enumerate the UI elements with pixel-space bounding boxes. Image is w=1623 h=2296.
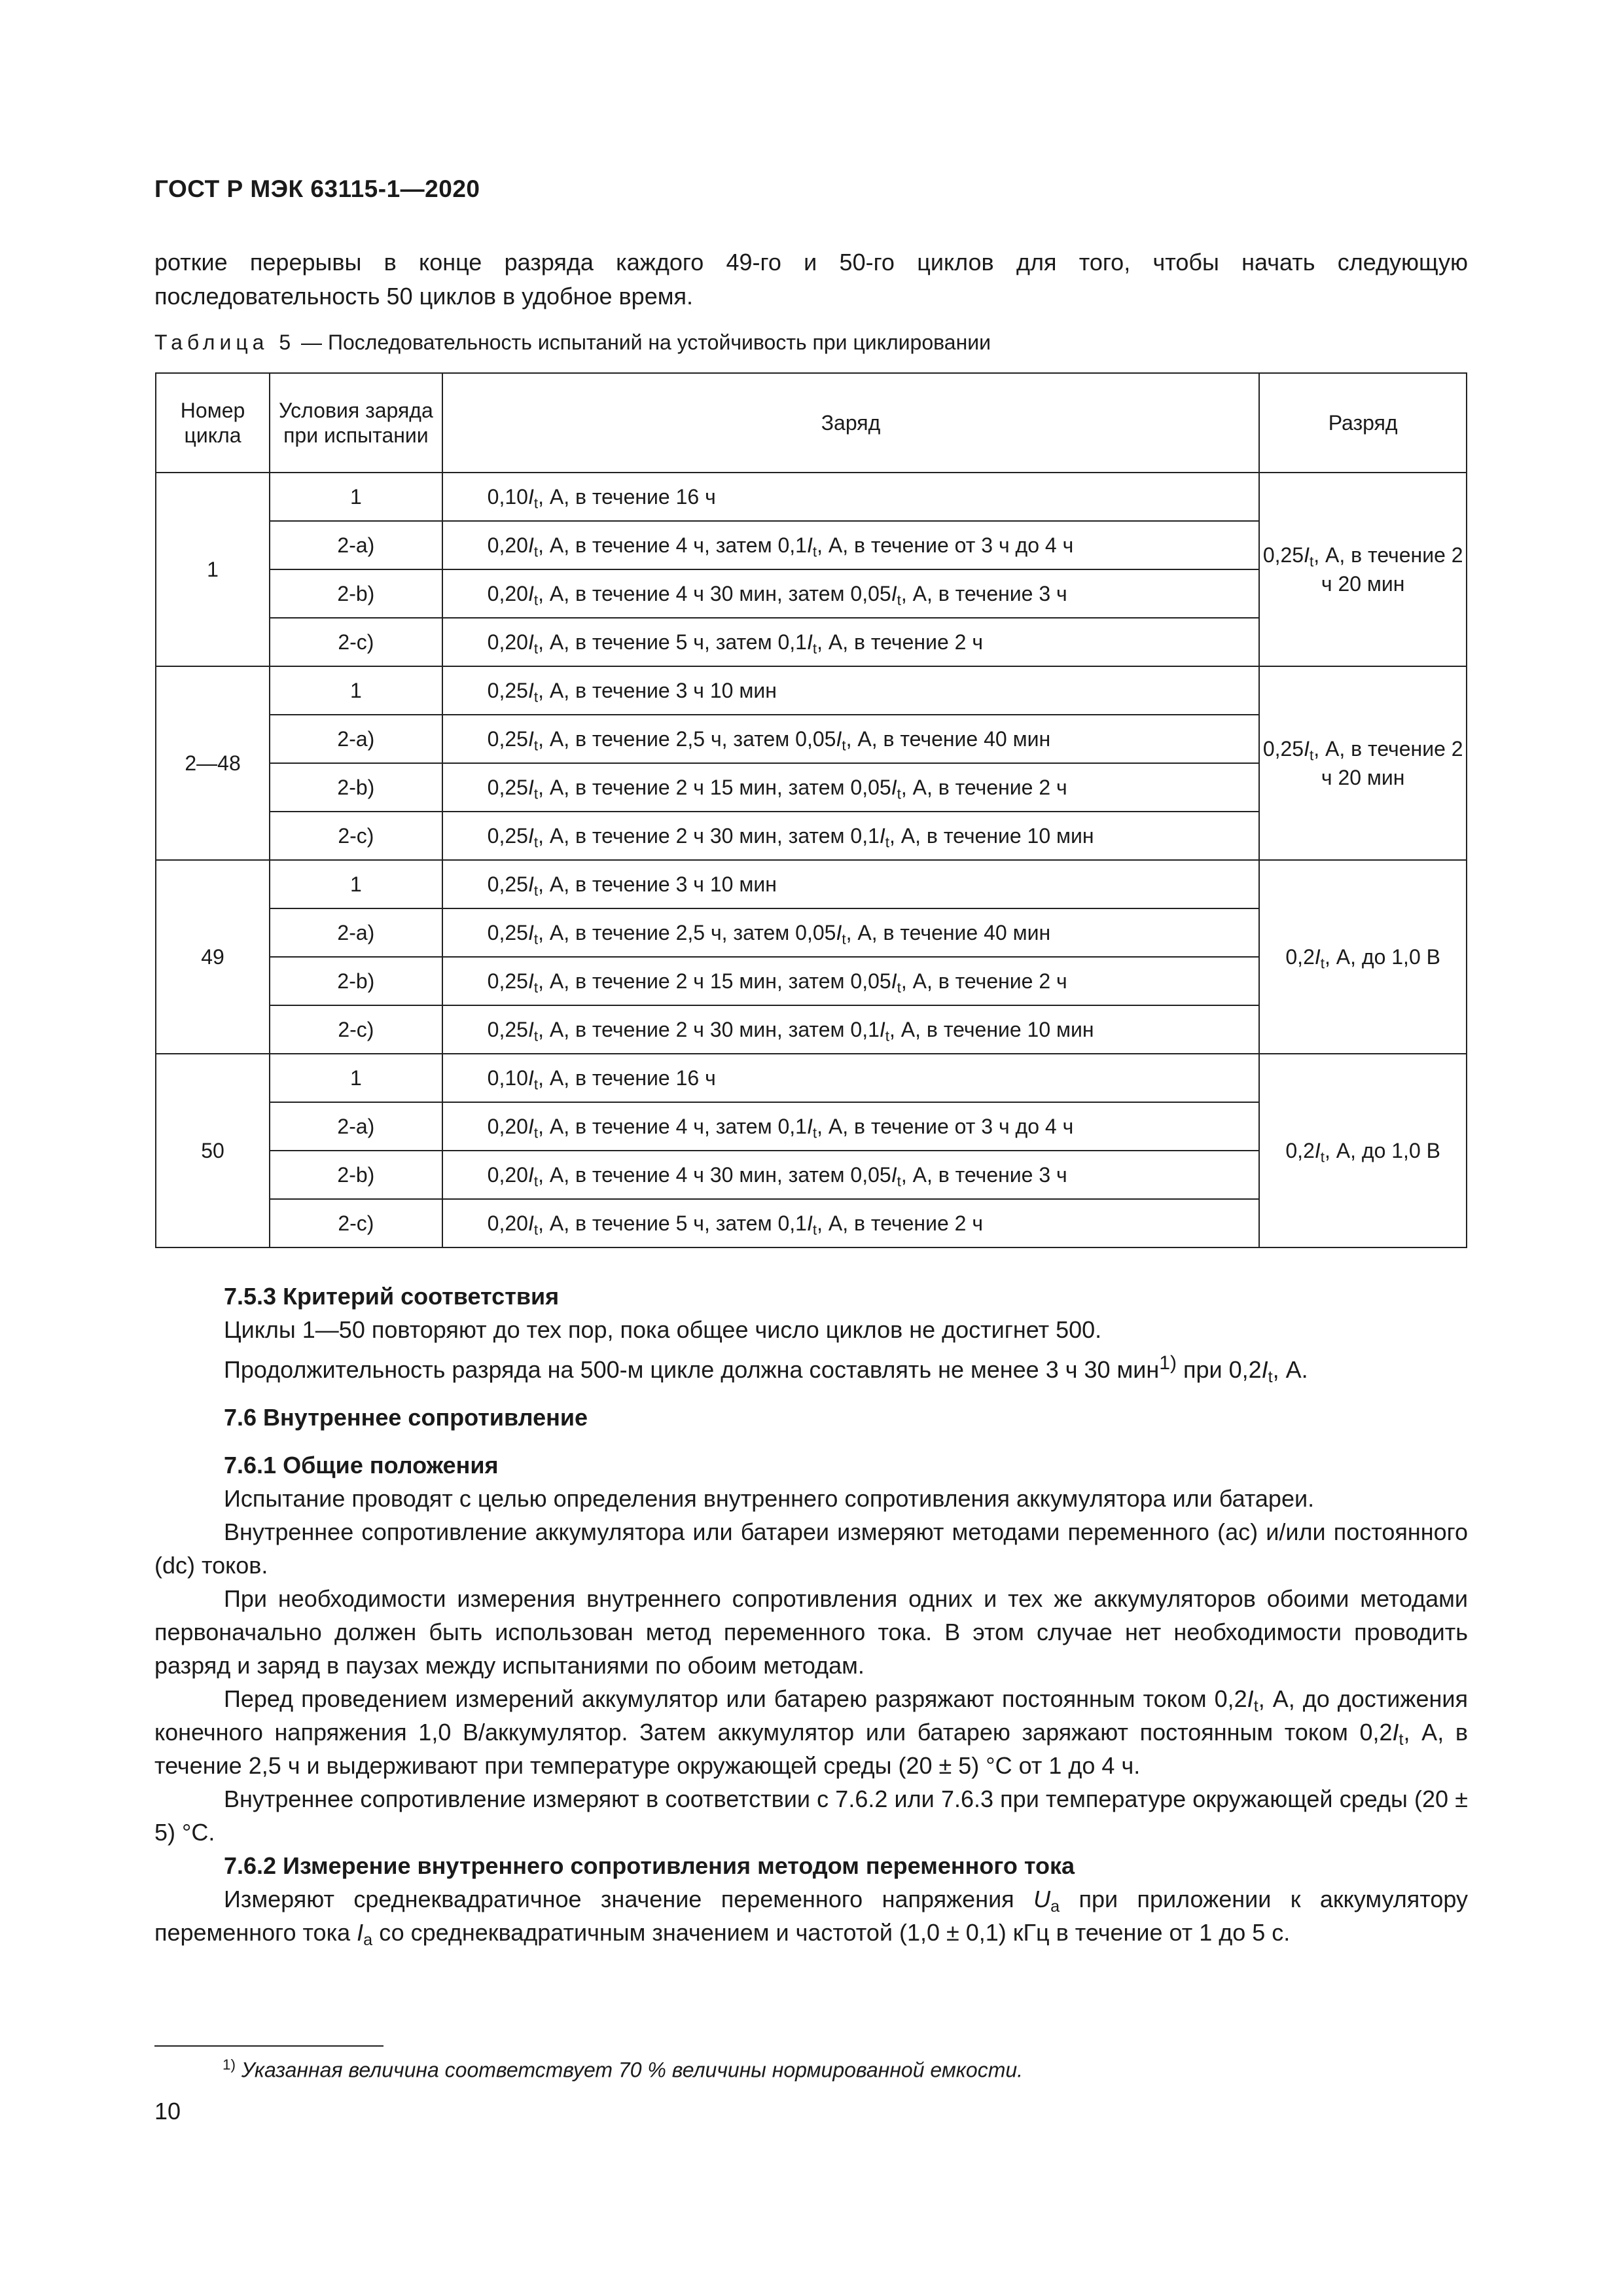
condition-cell: 2-a) (270, 1102, 442, 1151)
charge-cell: $0,10I_t$, А, в течение 16 ч (442, 1054, 1260, 1102)
condition-cell: 1 (270, 473, 442, 521)
paragraph-7-6-1-b: Внутреннее сопротивление аккумулятора или батареи измеряют методами переменного (ac) и/или постоянного (dc) токов. (154, 1518, 1468, 1579)
footnote-text: Указанная величина соответствует 70 % величины нормированной емкости. (235, 2058, 1024, 2082)
condition-cell: 2-b) (270, 763, 442, 812)
heading-7-6: 7.6 Внутреннее сопротивление (224, 1404, 588, 1431)
charge-cell: $0,25I_t$, А, в течение 2 ч 30 мин, затем $0,1I_t$, А, в течение 10 мин (442, 812, 1260, 860)
charge-cell: $0,25I_t$, А, в течение 2 ч 15 мин, затем $0,05I_t$, А, в течение 2 ч (442, 957, 1260, 1005)
charge-cell: $0,20I_t$, А, в течение 5 ч, затем $0,1I_t$, А, в течение 2 ч (442, 1199, 1260, 1247)
header-conditions: Условия заряда при испытании (270, 373, 442, 473)
table-header-row (156, 373, 1467, 473)
heading-7-5-3: 7.5.3 Критерий соответствия (224, 1283, 560, 1310)
table-row (156, 666, 1467, 715)
paragraph-7-6-1-d: Перед проведением измерений аккумулятор или батарею разряжают постоянным током $0,2I_t$, А, до достижения конечного напряжения 1,0 В/аккумулятор. Затем аккумулятор или батарею заряжают постоянным током $0,2I_t$, А, в течение 2,5 ч и выдерживают при температуре окружающей среды (20 ± 5) °С от 1 до 4 ч. (154, 1685, 1468, 1779)
footnote-mark: 1) (223, 2056, 236, 2073)
charge-cell: $0,25I_t$, А, в течение 2,5 ч, затем $0,05I_t$, А, в течение 40 мин (442, 908, 1260, 957)
charge-cell: $0,20I_t$, А, в течение 5 ч, затем $0,1I_t$, А, в течение 2 ч (442, 618, 1260, 666)
paragraph-7-6-2-a: Измеряют среднеквадратичное значение переменного напряжения $U_a$ при приложении к аккумулятору переменного тока $I_a$ со среднеквадратичным значением и частотой (1,0 ± 0,1) кГц в течение от 1 до 5 с. (154, 1886, 1468, 1950)
charge-cell: $0,25I_t$, А, в течение 3 ч 10 мин (442, 860, 1260, 908)
paragraph-7-6-1-e: Внутреннее сопротивление измеряют в соответствии с 7.6.2 или 7.6.3 при температуре окружающей среды (20 ± 5) °С. (154, 1785, 1468, 1846)
header-discharge: Разряд (1259, 373, 1467, 473)
condition-cell: 2-b) (270, 957, 442, 1005)
discharge-cell: $0,25I_t$, А, в течение 2 ч 20 мин (1259, 473, 1467, 666)
condition-cell: 2-b) (270, 569, 442, 618)
cycle-test-table (155, 372, 1467, 1248)
paragraph-7-6-1-a: Испытание проводят с целью определения внутреннего сопротивления аккумулятора или батареи. (224, 1485, 1315, 1512)
condition-cell: 2-c) (270, 1005, 442, 1054)
page-number: 10 (154, 2098, 181, 2125)
heading-7-6-1: 7.6.1 Общие положения (224, 1452, 499, 1479)
paragraph-7-5-3-a: Циклы 1—50 повторяют до тех пор, пока общее число циклов не достигнет 500. (224, 1316, 1102, 1343)
cycle-number-cell: 1 (156, 473, 270, 666)
discharge-cell: $0,25I_t$, А, в течение 2 ч 20 мин (1259, 666, 1467, 860)
charge-cell: $0,25I_t$, А, в течение 2 ч 30 мин, затем $0,1I_t$, А, в течение 10 мин (442, 1005, 1260, 1054)
charge-cell: $0,20I_t$, А, в течение 4 ч, затем $0,1I_t$, А, в течение от 3 ч до 4 ч (442, 521, 1260, 569)
condition-cell: 1 (270, 860, 442, 908)
footnote (223, 2056, 1023, 2083)
header-charge: Заряд (442, 373, 1260, 473)
table-body (156, 473, 1467, 1247)
discharge-cell: $0,2I_t$, А, до 1,0 В (1259, 1054, 1467, 1247)
condition-cell: 2-c) (270, 812, 442, 860)
heading-7-6-2: 7.6.2 Измерение внутреннего сопротивления методом переменного тока (224, 1852, 1075, 1879)
table-caption (154, 331, 991, 355)
table-row (156, 860, 1467, 908)
standard-header: ГОСТ Р МЭК 63115-1—2020 (154, 175, 480, 202)
paragraph-7-6-1-c: При необходимости измерения внутреннего сопротивления одних и тех же аккумуляторов обоими методами первоначально должен быть использован метод переменного тока. В этом случае нет необходимости проводить разряд и заряд в паузах между испытаниями по обоим методам. (154, 1585, 1468, 1679)
cycle-number-cell: 50 (156, 1054, 270, 1247)
condition-cell: 2-c) (270, 618, 442, 666)
condition-cell: 2-b) (270, 1151, 442, 1199)
charge-cell: $0,25I_t$, А, в течение 2,5 ч, затем $0,05I_t$, А, в течение 40 мин (442, 715, 1260, 763)
footnote-ref: 1) (1159, 1352, 1177, 1374)
footnote-rule (154, 2045, 383, 2047)
charge-cell: $0,25I_t$, А, в течение 2 ч 15 мин, затем $0,05I_t$, А, в течение 2 ч (442, 763, 1260, 812)
charge-cell: $0,20I_t$, А, в течение 4 ч 30 мин, затем $0,05I_t$, А, в течение 3 ч (442, 569, 1260, 618)
condition-cell: 1 (270, 666, 442, 715)
table-row (156, 473, 1467, 521)
charge-cell: $0,20I_t$, А, в течение 4 ч, затем $0,1I_t$, А, в течение от 3 ч до 4 ч (442, 1102, 1260, 1151)
charge-cell: $0,10I_t$, А, в течение 16 ч (442, 473, 1260, 521)
paragraph-7-5-3-b: Продолжительность разряда на 500-м цикле должна составлять не менее 3 ч 30 мин$^{1)}$ при $0,2I_t$, А. (224, 1352, 1308, 1387)
intro-paragraph: роткие перерывы в конце разряда каждого 49-го и 50-го циклов для того, чтобы начать следующую последовательность 50 циклов в удобное время. (154, 249, 1468, 310)
body-text (154, 1280, 1468, 1949)
header-cycle-number: Номер цикла (156, 373, 270, 473)
cycle-number-cell: 2—48 (156, 666, 270, 860)
cycle-number-cell: 49 (156, 860, 270, 1054)
discharge-cell: $0,2I_t$, А, до 1,0 В (1259, 860, 1467, 1054)
charge-cell: $0,25I_t$, А, в течение 3 ч 10 мин (442, 666, 1260, 715)
charge-cell: $0,20I_t$, А, в течение 4 ч 30 мин, затем $0,05I_t$, А, в течение 3 ч (442, 1151, 1260, 1199)
condition-cell: 2-a) (270, 908, 442, 957)
condition-cell: 2-a) (270, 715, 442, 763)
condition-cell: 1 (270, 1054, 442, 1102)
condition-cell: 2-a) (270, 521, 442, 569)
condition-cell: 2-c) (270, 1199, 442, 1247)
table-caption-title: — Последовательность испытаний на устойчивость при циклировании (295, 331, 991, 354)
table-caption-label: Таблица 5 (154, 331, 296, 354)
table-row (156, 1054, 1467, 1102)
